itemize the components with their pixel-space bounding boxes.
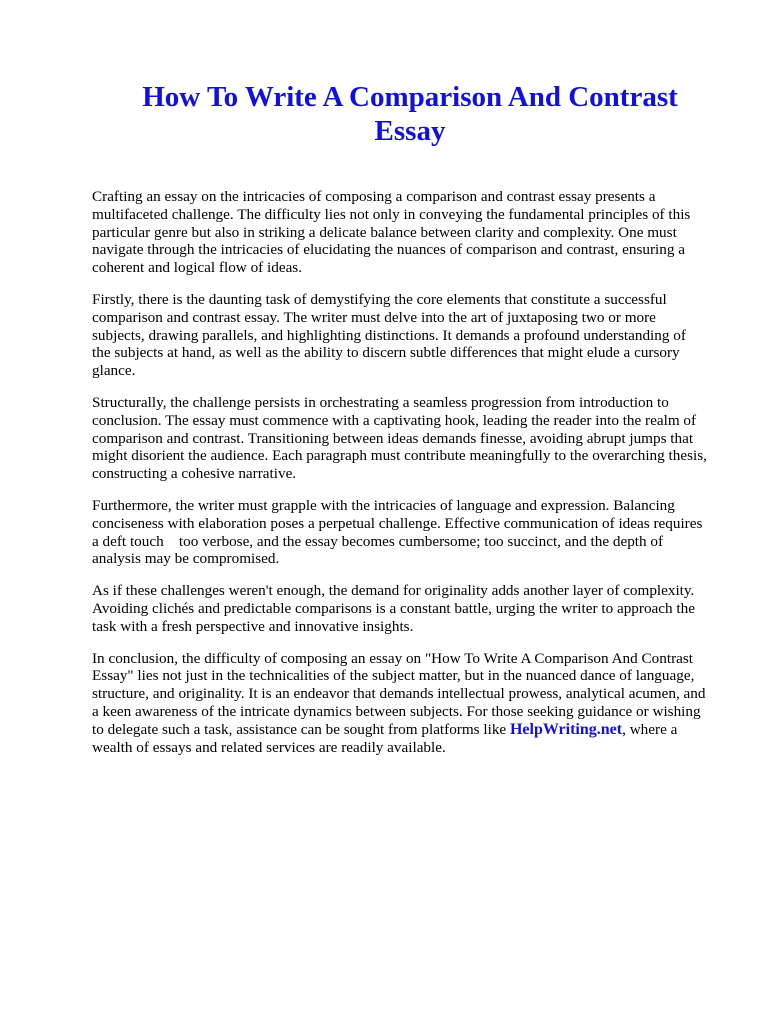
page-title: How To Write A Comparison And Contrast Essay bbox=[142, 81, 678, 147]
conclusion-text: In conclusion, the difficulty of composing an essay on "How To Write A Comparison And Contrast Essay" lies not just in the technicalities of the subject matter, but in the nuanced dance of language, structure, and originality. It is an endeavor that demands intellectual prowess, analytical acumen, and a keen awareness of the intricate dynamics between subjects. For those seeking guidance or wishing to delegate such a task, assistance can be sought from platforms like bbox=[92, 649, 706, 738]
paragraph-firstly: Firstly, there is the daunting task of demystifying the core elements that constitute a successful comparison and contrast essay. The writer must delve into the art of juxtaposing two or more subjects, drawing parallels, and highlighting distinctions. It demands a profound understanding of the subjects at hand, as well as the ability to discern subtle differences that might elude a cursory glance. bbox=[92, 290, 686, 380]
paragraph-originality: As if these challenges weren't enough, the demand for originality adds another layer of complexity. Avoiding clichés and predictable comparisons is a constant battle, urging the writer to approach the task with a fresh perspective and innovative insights. bbox=[92, 582, 695, 635]
paragraph-structurally: Structurally, the challenge persists in orchestrating a seamless progression from introduction to conclusion. The essay must commence with a captivating hook, leading the reader into the realm of comparison and contrast. Transitioning between ideas demands finesse, avoiding abrupt jumps that might disorient the audience. Each paragraph must contribute meaningfully to the overarching thesis, constructing a cohesive narrative. bbox=[92, 393, 707, 483]
conclusion-tail-text: , where a wealth of essays and related services are readily available. bbox=[92, 720, 678, 756]
paragraph-conclusion bbox=[92, 650, 708, 757]
paragraph-intro: Crafting an essay on the intricacies of composing a comparison and contrast essay presents a multifaceted challenge. The difficulty lies not only in conveying the fundamental principles of this particular genre but also in striking a delicate balance between clarity and complexity. One must navigate through the intricacies of elucidating the nuances of comparison and contrast, ensuring a coherent and logical flow of ideas. bbox=[92, 188, 691, 277]
helpwriting-link[interactable]: HelpWriting.net bbox=[509, 720, 623, 738]
paragraph-furthermore: Furthermore, the writer must grapple with the intricacies of language and expression. Balancing conciseness with elaboration poses a perpetual challenge. Effective communication of ideas requires a deft touch too verbose, and the essay becomes cumbersome; too succinct, and the depth of analysis may be compromised. bbox=[92, 496, 703, 568]
